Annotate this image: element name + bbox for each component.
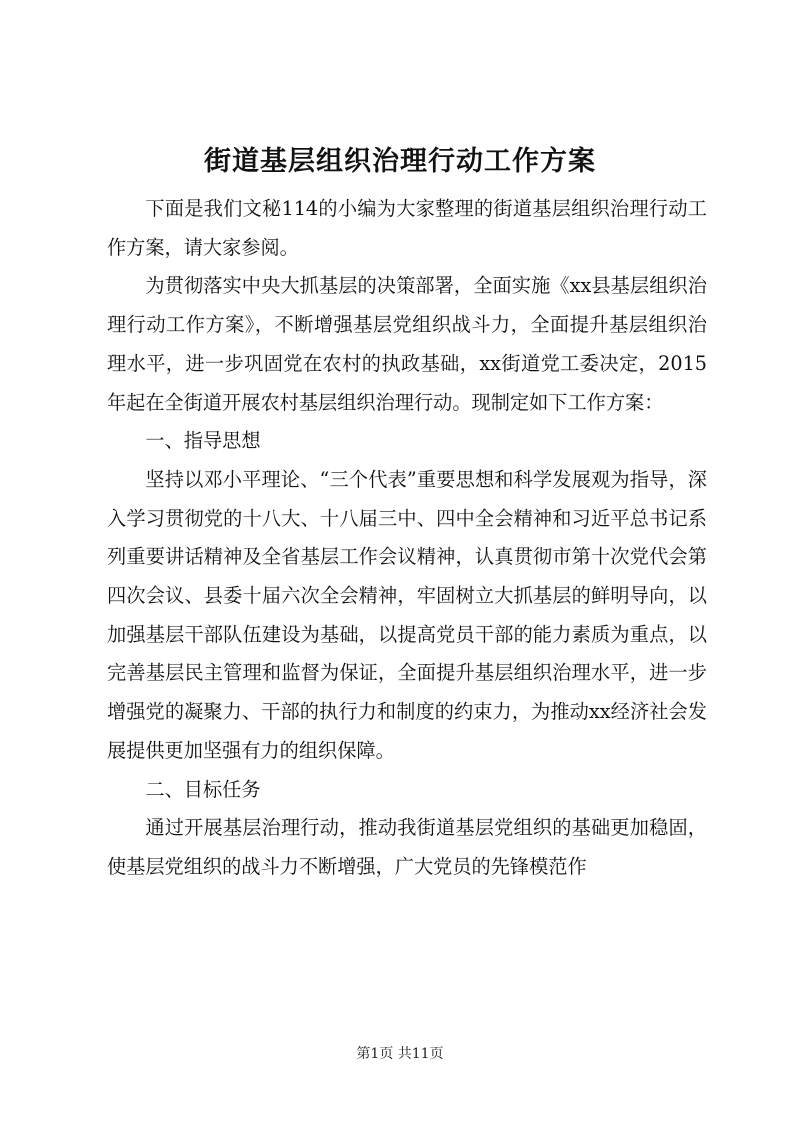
paragraph-intro: 下面是我们文秘114的小编为大家整理的街道基层组织治理行动工作方案，请大家参阅。: [107, 197, 707, 259]
page-number-label: 第1页 共11页: [356, 1046, 444, 1062]
section-heading-objectives: 二、目标任务: [145, 777, 261, 801]
document-title: 街道基层组织治理行动工作方案: [204, 146, 596, 177]
document-body: [107, 190, 707, 887]
paragraph-purpose: 为贯彻落实中央大抓基层的决策部署，全面实施《xx县基层组织治理行动工作方案》，不断增强基层党组织战斗力，全面提升基层组织治理水平，进一步巩固党在农村的执政基础，xx街道党工委决定，2015年起在全街道开展农村基层组织治理行动。现制定如下工作方案：: [107, 274, 707, 414]
section-heading-guiding-ideology: 一、指导思想: [145, 429, 261, 453]
paragraph-objectives: 通过开展基层治理行动，推动我街道基层党组织的基础更加稳固，使基层党组织的战斗力不断增强，广大党员的先锋模范作: [107, 816, 707, 878]
paragraph-guiding-ideology: 坚持以邓小平理论、“三个代表”重要思想和科学发展观为指导，深入学习贯彻党的十八大、十八届三中、四中全会精神和习近平总书记系列重要讲话精神及全省基层工作会议精神，认真贯彻市第十次党代会第四次会议、县委十届六次全会精神，牢固树立大抓基层的鲜明导向，以加强基层干部队伍建设为基础，以提高党员干部的能力素质为重点，以完善基层民主管理和监督为保证，全面提升基层组织治理水平，进一步增强党的凝聚力、干部的执行力和制度的约束力，为推动xx经济社会发展提供更加坚强有力的组织保障。: [107, 467, 707, 762]
page-footer: [0, 1044, 800, 1064]
